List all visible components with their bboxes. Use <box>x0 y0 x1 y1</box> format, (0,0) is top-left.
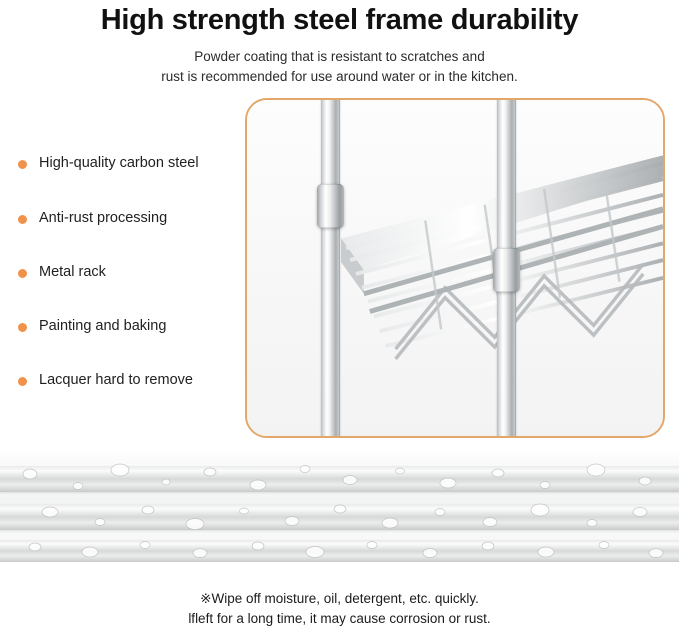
subtitle-line-2: rust is recommended for use around water or in the kitchen. <box>161 68 518 84</box>
page-title: High strength steel frame durability <box>100 4 579 36</box>
feature-label: Painting and baking <box>39 317 167 334</box>
list-item <box>18 154 253 172</box>
shelf-collar-left <box>317 184 344 228</box>
bullet-dot-icon <box>18 215 27 224</box>
water-droplet-banner <box>0 452 679 562</box>
subtitle-line-1: Powder coating that is resistant to scratches and <box>194 49 485 65</box>
list-item <box>18 209 253 227</box>
bullet-dot-icon <box>18 160 27 169</box>
page-subtitle <box>125 47 555 86</box>
feature-label: High-quality carbon steel <box>39 155 199 172</box>
bullet-dot-icon <box>18 377 27 386</box>
shelf-collar-right <box>493 248 520 292</box>
footer-line-1: ※Wipe off moisture, oil, detergent, etc. quickly. <box>200 591 479 606</box>
bullet-dot-icon <box>18 323 27 332</box>
list-item <box>18 317 253 335</box>
product-photo <box>245 98 665 438</box>
product-photo-image <box>247 100 663 436</box>
wire-shelf-illustration <box>247 100 663 436</box>
water-droplets-overlay <box>0 452 679 562</box>
bullet-dot-icon <box>18 269 27 278</box>
feature-label: Metal rack <box>39 263 106 280</box>
feature-section <box>0 98 679 453</box>
footer-note <box>0 589 679 630</box>
list-item <box>18 371 253 389</box>
shelf-post-left <box>321 98 340 438</box>
header <box>0 4 679 86</box>
list-item <box>18 263 253 281</box>
footer-line-2: lfleft for a long time, it may cause corrosion or rust. <box>188 611 491 627</box>
feature-list <box>18 154 253 389</box>
feature-label: Anti-rust processing <box>39 209 168 226</box>
feature-label: Lacquer hard to remove <box>39 371 193 388</box>
